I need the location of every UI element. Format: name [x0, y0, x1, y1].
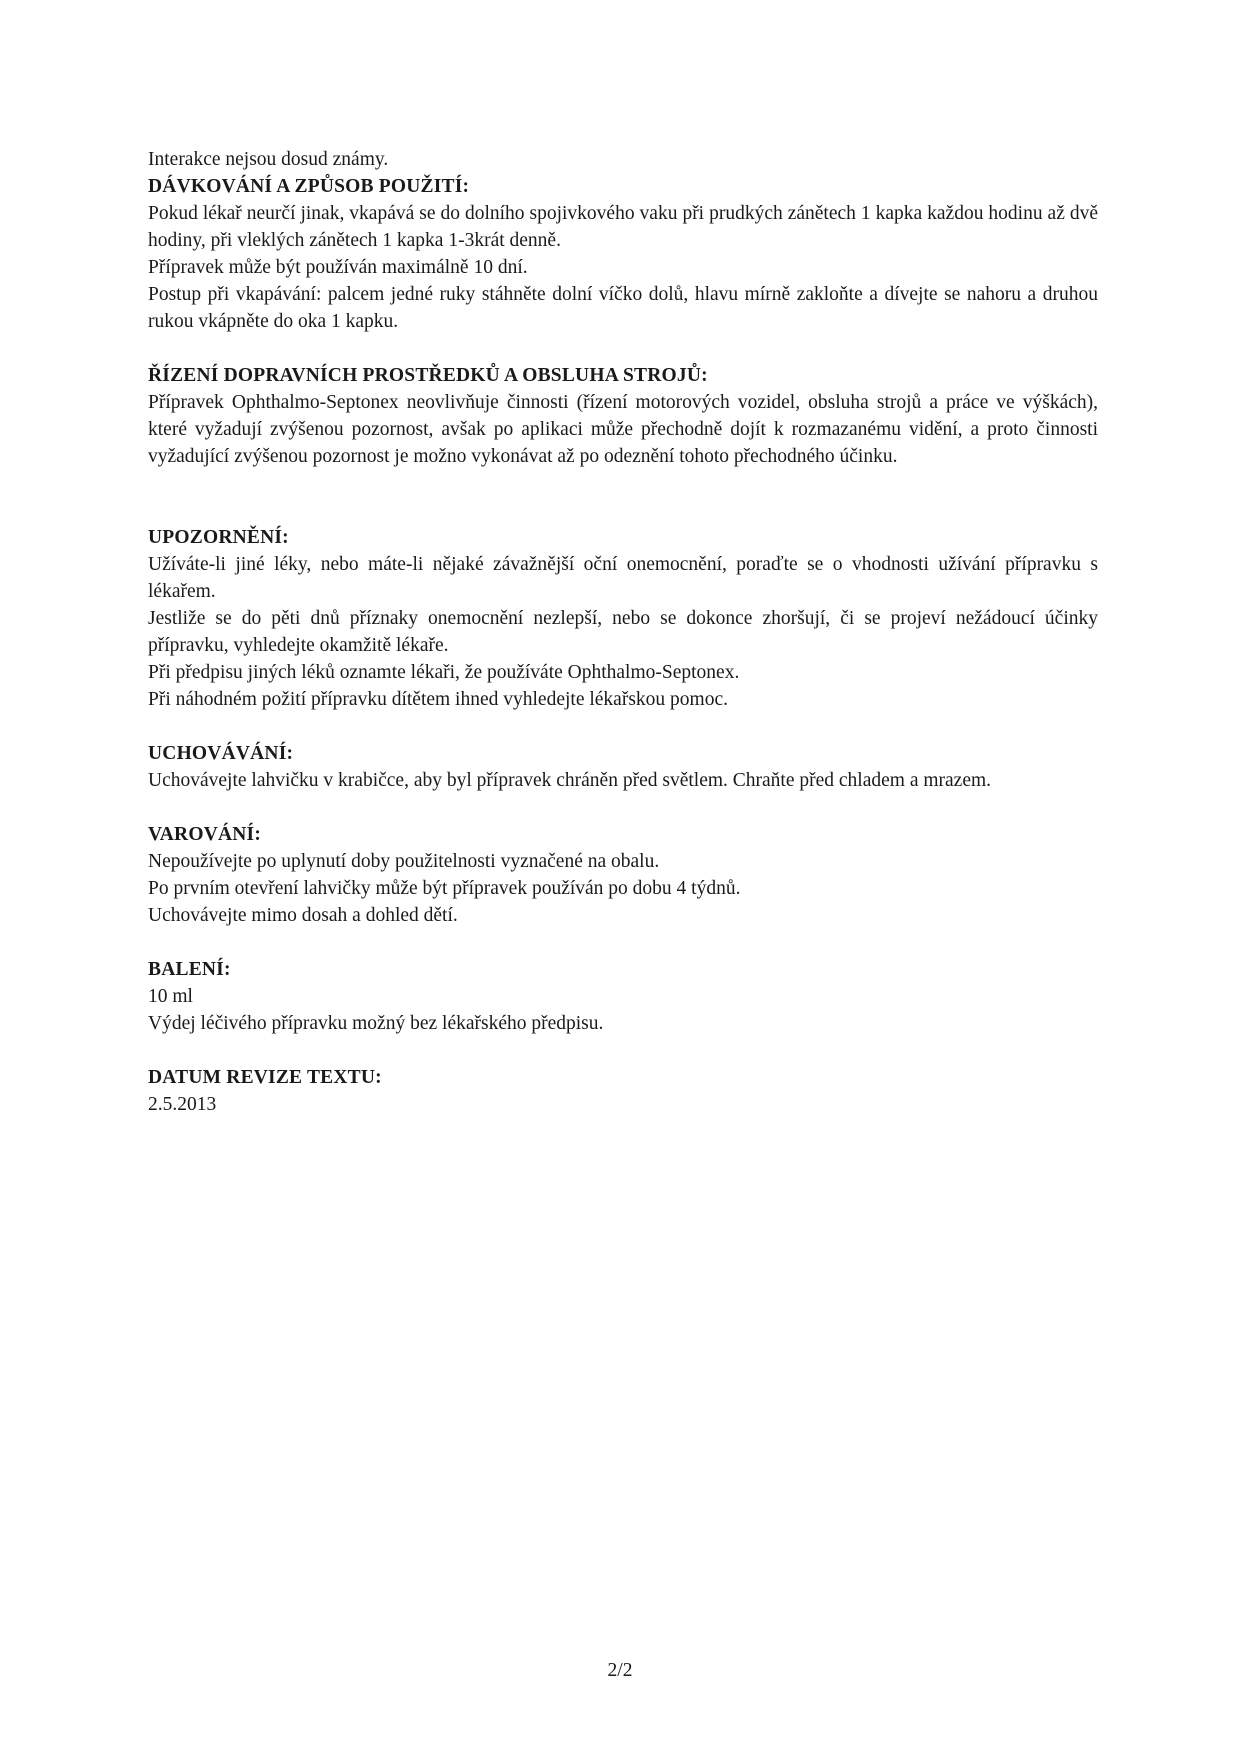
intro-text: Interakce nejsou dosud známy.	[148, 149, 389, 170]
section-storage	[148, 740, 1098, 794]
section-paragraph: Při náhodném požití přípravku dítětem ihned vyhledejte lékařskou pomoc.	[148, 689, 728, 710]
section-paragraph: 2.5.2013	[148, 1094, 217, 1115]
section-heading: UCHOVÁVÁNÍ:	[148, 743, 294, 764]
section-paragraph: Uchovávejte lahvičku v krabičce, aby byl přípravek chráněn před světlem. Chraňte před chladem a mrazem.	[148, 770, 992, 791]
section-heading: UPOZORNĚNÍ:	[148, 527, 289, 548]
section-caution	[148, 821, 1098, 929]
document-body	[148, 146, 1098, 1145]
section-dosage	[148, 173, 1098, 335]
section-paragraph: Jestliže se do pěti dnů příznaky onemocnění nezlepší, nebo se dokonce zhoršují, či se projeví nežádoucí účinky přípravku, vyhledejte okamžitě lékaře.	[148, 608, 1098, 656]
section-driving	[148, 362, 1098, 470]
section-revision-date	[148, 1064, 1098, 1118]
section-paragraph: Postup při vkapávání: palcem jedné ruky stáhněte dolní víčko dolů, hlavu mírně zakloňte a dívejte se nahoru a druhou rukou vkápněte do oka 1 kapku.	[148, 284, 1098, 332]
section-paragraph: Přípravek Ophthalmo-Septonex neovlivňuje činnosti (řízení motorových vozidel, obsluha strojů a práce ve výškách), které vyžadují zvýšenou pozornost, avšak po aplikaci může přechodně dojít k rozmazanému vidění, a proto činnosti vyžadující zvýšenou pozornost je možno vykonávat až po odeznění tohoto přechodného účinku.	[148, 392, 1098, 467]
section-paragraph: Uchovávejte mimo dosah a dohled dětí.	[148, 905, 458, 926]
section-paragraph: Nepoužívejte po uplynutí doby použitelnosti vyznačené na obalu.	[148, 851, 660, 872]
section-heading: ŘÍZENÍ DOPRAVNÍCH PROSTŘEDKŮ A OBSLUHA STROJŮ:	[148, 365, 708, 386]
section-paragraph: Užíváte-li jiné léky, nebo máte-li nějaké závažnější oční onemocnění, poraďte se o vhodnosti užívání přípravku s lékařem.	[148, 554, 1098, 602]
section-packaging	[148, 956, 1098, 1037]
section-paragraph: Výdej léčivého přípravku možný bez lékařského předpisu.	[148, 1013, 604, 1034]
page-number: 2/2	[607, 1660, 633, 1681]
section-warning	[148, 524, 1098, 713]
section-heading: DATUM REVIZE TEXTU:	[148, 1067, 382, 1088]
section-paragraph: Po prvním otevření lahvičky může být přípravek používán po dobu 4 týdnů.	[148, 878, 741, 899]
section-heading: DÁVKOVÁNÍ A ZPŮSOB POUŽITÍ:	[148, 176, 470, 197]
section-paragraph: Přípravek může být používán maximálně 10 dní.	[148, 257, 528, 278]
section-heading: VAROVÁNÍ:	[148, 824, 262, 845]
section-heading: BALENÍ:	[148, 959, 231, 980]
section-paragraph: 10 ml	[148, 986, 193, 1007]
section-paragraph: Při předpisu jiných léků oznamte lékaři, že používáte Ophthalmo-Septonex.	[148, 662, 740, 683]
section-paragraph: Pokud lékař neurčí jinak, vkapává se do dolního spojivkového vaku při prudkých zánětech 1 kapka každou hodinu až dvě hodiny, při vleklých zánětech 1 kapka 1-3krát denně.	[148, 203, 1098, 251]
